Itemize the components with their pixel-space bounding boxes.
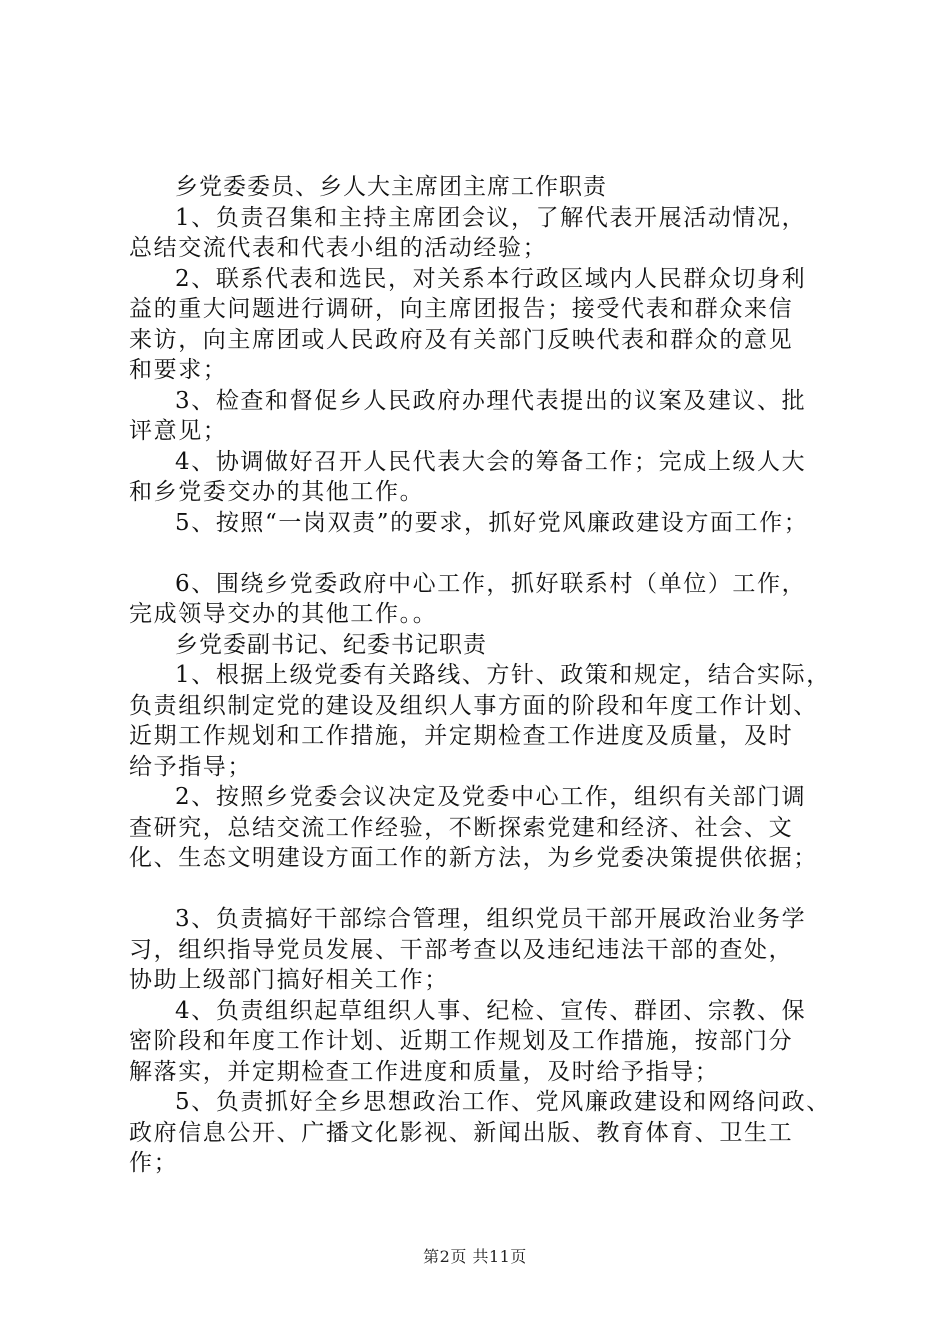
paragraph-line: 完成领导交办的其他工作。。: [129, 601, 438, 627]
paragraph-line: 和要求；: [129, 357, 228, 383]
paragraph-line: 2、联系代表和选民，对关系本行政区域内人民群众切身利: [175, 265, 807, 292]
paragraph-line: 1、负责召集和主持主席团会议，了解代表开展活动情况，: [175, 204, 807, 231]
paragraph-line: 和乡党委交办的其他工作。: [129, 479, 425, 505]
blank-line: [129, 874, 849, 905]
paragraph-line: 4、负责组织起草组织人事、纪检、宣传、群团、宗教、保: [175, 997, 807, 1024]
document-body: [129, 172, 849, 1179]
paragraph-line: 作；: [129, 1150, 179, 1176]
paragraph-line: 1、根据上级党委有关路线、方针、政策和规定，结合实际，: [175, 662, 831, 688]
paragraph-line: 负责组织制定党的建设及组织人事方面的阶段和年度工作计划、: [129, 692, 818, 719]
paragraph-line: 2、按照乡党委会议决定及党委中心工作，组织有关部门调: [175, 784, 807, 810]
paragraph-line: 化、生态文明建设方面工作的新方法，为乡党委决策提供依据；: [129, 845, 818, 871]
paragraph-line: 习，组织指导党员发展、干部考查以及违纪违法干部的查处，: [129, 936, 794, 963]
paragraph-line: 6、围绕乡党委政府中心工作，抓好联系村（单位）工作，: [175, 570, 807, 597]
paragraph-line: 5、按照“一岗双责”的要求，抓好党风廉政建设方面工作；: [175, 509, 809, 536]
paragraph-line: 3、检查和督促乡人民政府办理代表提出的议案及建议、批: [175, 387, 807, 414]
page-number-footer: 第2页 共11页: [423, 1247, 527, 1266]
paragraph-line: 总结交流代表和代表小组的活动经验；: [129, 235, 548, 261]
paragraph-line: 密阶段和年度工作计划、近期工作规划及工作措施，按部门分: [129, 1028, 794, 1054]
paragraph-line: 近期工作规划和工作措施，并定期检查工作进度及质量，及时: [129, 723, 794, 749]
paragraph-line: 查研究，总结交流工作经验，不断探索党建和经济、社会、文: [129, 814, 794, 841]
paragraph-line: 评意见；: [129, 418, 228, 444]
paragraph-line: 3、负责搞好干部综合管理，组织党员干部开展政治业务学: [175, 906, 807, 932]
paragraph-line: 来访，向主席团或人民政府及有关部门反映代表和群众的意见: [129, 326, 794, 353]
paragraph-line: 解落实，并定期检查工作进度和质量，及时给予指导；: [129, 1058, 720, 1085]
paragraph-line: 益的重大问题进行调研，向主席团报告；接受代表和群众来信: [129, 296, 794, 322]
section-heading-deputy-secretary-duties: 乡党委副书记、纪委书记职责: [175, 631, 487, 658]
paragraph-line: 政府信息公开、广播文化影视、新闻出版、教育体育、卫生工: [129, 1119, 794, 1146]
paragraph-line: 5、负责抓好全乡思想政治工作、党风廉政建设和网络问政、: [175, 1089, 831, 1115]
paragraph-line: 4、协调做好召开人民代表大会的筹备工作；完成上级人大: [175, 448, 807, 475]
paragraph-line: 给予指导；: [129, 753, 252, 780]
section-heading-chairman-duties: 乡党委委员、乡人大主席团主席工作职责: [175, 174, 607, 200]
blank-line: [129, 538, 849, 569]
paragraph-line: 协助上级部门搞好相关工作；: [129, 967, 449, 993]
